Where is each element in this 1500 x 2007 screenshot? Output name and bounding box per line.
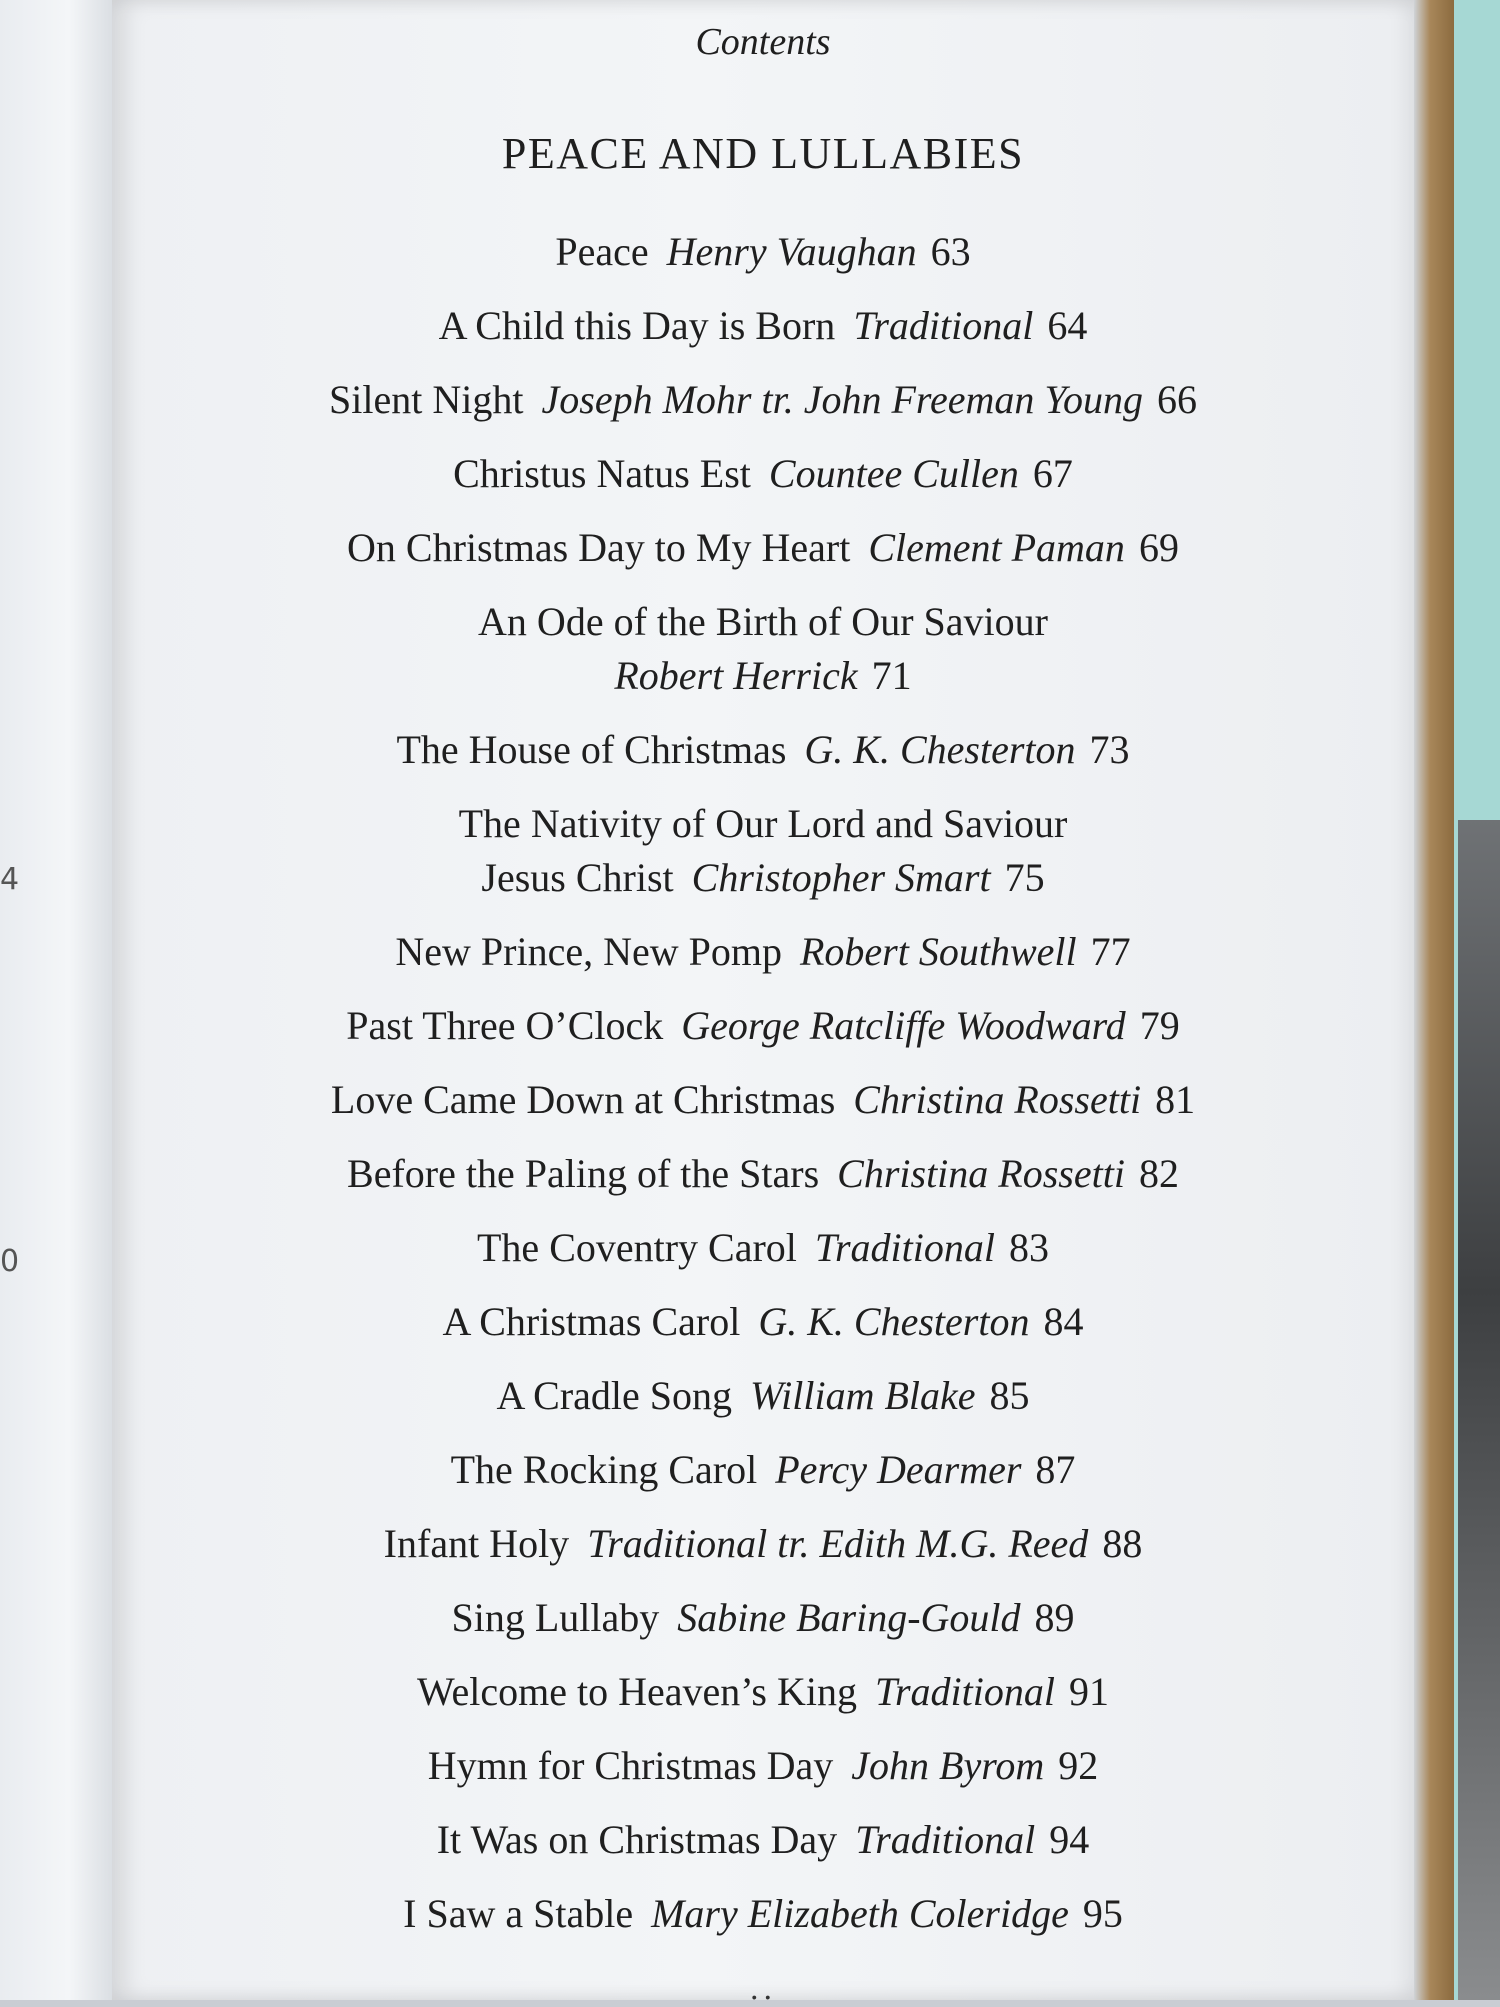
toc-line	[112, 1147, 1414, 1201]
entry-page-number: 71	[871, 653, 912, 698]
toc-entry	[112, 1073, 1414, 1147]
background-photo	[1458, 820, 1500, 2000]
entry-page-number: 85	[989, 1373, 1030, 1418]
toc-entry	[112, 1369, 1414, 1443]
toc-entry	[112, 447, 1414, 521]
entry-page-number: 63	[930, 229, 971, 274]
entry-page-number: 66	[1156, 377, 1197, 422]
entry-page-number: 84	[1043, 1299, 1084, 1344]
entry-title: The Rocking Carol	[450, 1447, 758, 1492]
entry-title: Christus Natus Est	[453, 451, 751, 496]
entry-author: Christina Rossetti	[837, 1151, 1125, 1196]
toc-line	[112, 373, 1414, 427]
toc-entry	[112, 1665, 1414, 1739]
entry-spacer	[112, 1571, 1414, 1591]
toc-entry	[112, 1739, 1414, 1813]
toc-entry	[112, 999, 1414, 1073]
toc-line	[112, 1591, 1414, 1645]
entry-page-number: 73	[1089, 727, 1130, 772]
toc-line	[112, 595, 1414, 649]
entry-page-number: 91	[1069, 1669, 1110, 1714]
section-title: PEACE AND LULLABIES	[501, 129, 1025, 178]
entry-spacer	[112, 1867, 1414, 1887]
entry-page-number: 92	[1058, 1743, 1099, 1788]
entry-page-number: 82	[1138, 1151, 1179, 1196]
toc-line	[112, 1813, 1414, 1867]
entry-page-number: 83	[1008, 1225, 1049, 1270]
entry-spacer	[112, 1349, 1414, 1369]
entry-title: Infant Holy	[383, 1521, 570, 1566]
toc-line	[112, 999, 1414, 1053]
entry-spacer	[112, 777, 1414, 797]
toc-entry	[112, 1591, 1414, 1665]
entry-author: Robert Herrick	[614, 653, 858, 698]
entry-spacer	[112, 979, 1414, 999]
toc-entry	[112, 1221, 1414, 1295]
entry-page-number: 77	[1090, 929, 1131, 974]
toc-line	[112, 649, 1414, 703]
entry-author: G. K. Chesterton	[758, 1299, 1030, 1344]
toc-line	[112, 797, 1414, 851]
entry-spacer	[112, 279, 1414, 299]
entry-author: Traditional	[874, 1669, 1056, 1714]
entry-author: G. K. Chesterton	[804, 727, 1076, 772]
entry-author: Traditional	[855, 1817, 1036, 1862]
toc-line	[112, 1073, 1414, 1127]
toc-line	[112, 299, 1414, 353]
entry-spacer	[112, 501, 1414, 521]
entry-author: William Blake	[750, 1373, 976, 1418]
entry-spacer	[112, 1793, 1414, 1813]
entry-page-number: 79	[1139, 1003, 1180, 1048]
entry-spacer	[112, 1423, 1414, 1443]
entry-page-number: 67	[1032, 451, 1073, 496]
entry-title: The House of Christmas	[396, 727, 787, 772]
entry-spacer	[112, 1941, 1414, 1961]
entry-title: An Ode of the Birth of Our Saviour	[478, 599, 1048, 644]
entry-page-number: 95	[1082, 1891, 1123, 1936]
entry-title: Peace	[555, 229, 649, 274]
entry-title: Before the Paling of the Stars	[347, 1151, 820, 1196]
toc-entry	[112, 797, 1414, 925]
toc-entry	[112, 1147, 1414, 1221]
entry-title: I Saw a Stable	[403, 1891, 634, 1936]
toc-entry	[112, 1813, 1414, 1887]
continuation-mark: ..	[749, 1972, 777, 2007]
entry-page-number: 69	[1138, 525, 1179, 570]
entry-spacer	[112, 905, 1414, 925]
toc-line	[112, 225, 1414, 279]
toc-entry	[112, 1443, 1414, 1517]
toc-line	[112, 1887, 1414, 1941]
entry-title: The Coventry Carol	[477, 1225, 797, 1270]
entry-author: Christopher Smart	[691, 855, 991, 900]
entry-author: Percy Dearmer	[775, 1447, 1022, 1492]
entry-title: It Was on Christmas Day	[436, 1817, 838, 1862]
toc-line	[112, 1369, 1414, 1423]
facing-page	[0, 0, 115, 2000]
entry-author: Traditional	[853, 303, 1034, 348]
entry-title: On Christmas Day to My Heart	[347, 525, 851, 570]
entry-title: Love Came Down at Christmas	[330, 1077, 836, 1122]
toc-list	[112, 225, 1414, 1961]
entry-spacer	[112, 1719, 1414, 1739]
entry-title: The Nativity of Our Lord and Saviour	[458, 801, 1068, 846]
toc-line	[112, 1517, 1414, 1571]
entry-author: Henry Vaughan	[666, 229, 917, 274]
toc-line	[112, 1443, 1414, 1497]
entry-spacer	[112, 1201, 1414, 1221]
toc-line	[112, 521, 1414, 575]
entry-page-number: 75	[1004, 855, 1045, 900]
toc-entry	[112, 1517, 1414, 1591]
entry-page-number: 88	[1102, 1521, 1143, 1566]
entry-title: Past Three O’Clock	[346, 1003, 664, 1048]
toc-line	[112, 1295, 1414, 1349]
toc-entry	[112, 723, 1414, 797]
entry-title: New Prince, New Pomp	[395, 929, 782, 974]
entry-author: Sabine Baring-Gould	[677, 1595, 1021, 1640]
entry-page-number: 81	[1155, 1077, 1196, 1122]
toc-entry	[112, 1887, 1414, 1961]
entry-spacer	[112, 1497, 1414, 1517]
entry-title: Silent Night	[329, 377, 524, 422]
entry-author: Robert Southwell	[799, 929, 1077, 974]
entry-spacer	[112, 1127, 1414, 1147]
entry-author: Mary Elizabeth Coleridge	[651, 1891, 1069, 1936]
toc-entry	[112, 595, 1414, 723]
entry-author: Countee Cullen	[768, 451, 1019, 496]
entry-spacer	[112, 353, 1414, 373]
facing-page-mark: 0	[0, 1244, 20, 1279]
toc-entry	[112, 225, 1414, 299]
entry-spacer	[112, 1645, 1414, 1665]
entry-page-number: 89	[1034, 1595, 1075, 1640]
page-edge	[1414, 0, 1454, 2000]
entry-author: Traditional	[814, 1225, 995, 1270]
entry-title: A Cradle Song	[496, 1373, 733, 1418]
toc-line	[112, 1665, 1414, 1719]
entry-author: Clement Paman	[868, 525, 1125, 570]
toc-line	[112, 447, 1414, 501]
entry-title: Sing Lullaby	[451, 1595, 660, 1640]
running-header: Contents	[695, 21, 831, 63]
entry-title: A Child this Day is Born	[438, 303, 836, 348]
entry-author: Joseph Mohr tr. John Freeman Young	[541, 377, 1143, 422]
entry-title: Welcome to Heaven’s King	[416, 1669, 857, 1714]
entry-author: Traditional tr. Edith M.G. Reed	[587, 1521, 1089, 1566]
toc-entry	[112, 1295, 1414, 1369]
toc-entry	[112, 299, 1414, 373]
entry-title-continued: Jesus Christ	[481, 855, 674, 900]
entry-spacer	[112, 427, 1414, 447]
entry-page-number: 64	[1047, 303, 1088, 348]
entry-spacer	[112, 1053, 1414, 1073]
toc-entry	[112, 373, 1414, 447]
toc-entry	[112, 925, 1414, 999]
entry-spacer	[112, 703, 1414, 723]
toc-line	[112, 723, 1414, 777]
toc-line	[112, 925, 1414, 979]
entry-spacer	[112, 1275, 1414, 1295]
entry-author: Christina Rossetti	[853, 1077, 1142, 1122]
entry-spacer	[112, 575, 1414, 595]
facing-page-mark: 4	[0, 862, 20, 897]
entry-page-number: 94	[1049, 1817, 1090, 1862]
toc-line	[112, 1221, 1414, 1275]
toc-entry	[112, 521, 1414, 595]
entry-page-number: 87	[1035, 1447, 1076, 1492]
toc-line	[112, 851, 1414, 905]
entry-author: George Ratcliffe Woodward	[681, 1003, 1126, 1048]
entry-author: John Byrom	[851, 1743, 1045, 1788]
entry-title: A Christmas Carol	[442, 1299, 741, 1344]
toc-line	[112, 1739, 1414, 1793]
entry-title: Hymn for Christmas Day	[427, 1743, 834, 1788]
